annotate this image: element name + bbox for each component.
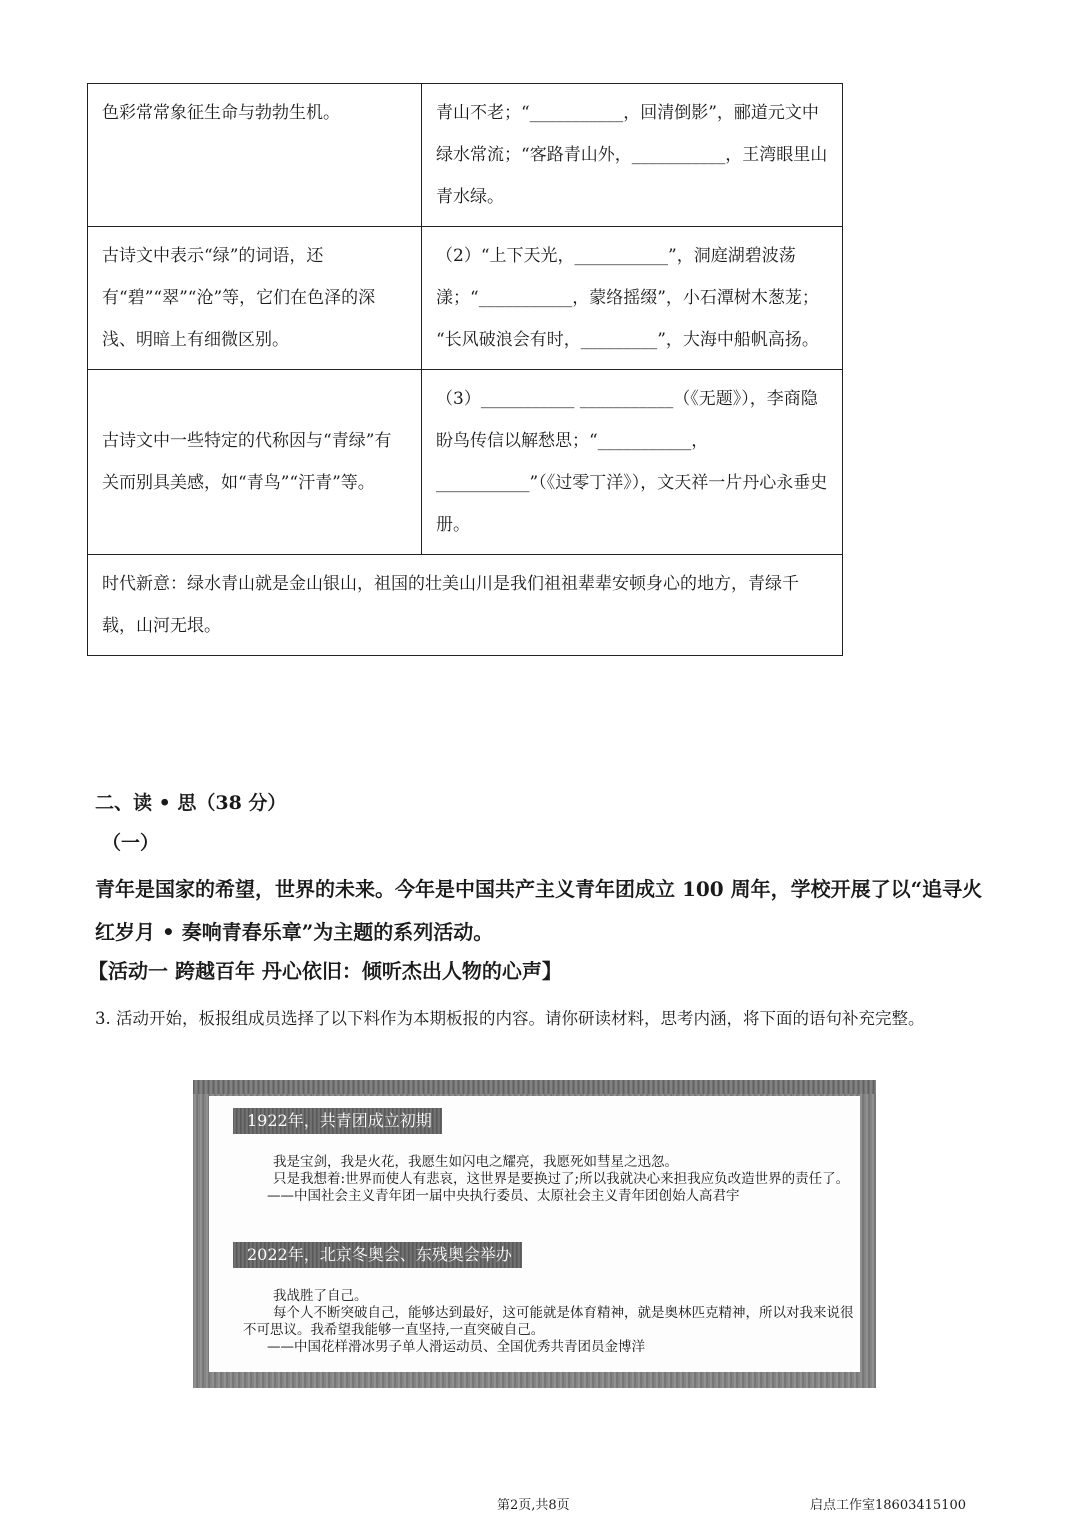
quote-line: 我是宝剑，我是火花，我愿生如闪电之耀亮，我愿死如彗星之迅忽。	[273, 1154, 678, 1170]
table-row	[88, 370, 843, 555]
quote-line: 每个人不断突破自己，能够达到最好，这可能就是体育精神，就是奥林匹克精神，所以对我来说很不可思议。我希望我能够一直坚持,一直突破自己。	[243, 1305, 854, 1338]
table-cell-line: （2）“上下天光，___________”，洞庭湖碧波荡漾；“___________，蒙络摇缀”，小石潭树木葱茏；	[436, 246, 819, 308]
table-cell-line: “长风破浪会有时，_________”，大海中船帆高扬。	[436, 330, 819, 350]
quote-line: 我战胜了自己。	[273, 1288, 368, 1304]
question-text: 3. 活动开始，板报组成员选择了以下料作为本期板报的内容。请你研读材料，思考内涵，将下面的语句补充完整。	[95, 1009, 925, 1028]
intro-paragraph: 青年是国家的希望，世界的未来。今年是中国共产主义青年团成立 100 周年，学校开展了以“追寻火红岁月 • 奏响青春乐章”为主题的系列活动。	[95, 877, 983, 944]
quote-signature: ——中国花样滑冰男子单人滑运动员、全国优秀共青团员金博洋	[267, 1339, 645, 1355]
table-row	[88, 84, 843, 227]
table-cell-right: 青山不老；“___________，回清倒影”，郦道元文中绿水常流；“客路青山外，___________，王湾眼里山青水绿。	[422, 84, 843, 227]
page-number: 第2页,共8页	[497, 1498, 570, 1513]
table-row	[88, 227, 843, 370]
activity-heading: 【活动一 跨越百年 丹心依旧：倾听杰出人物的心声】	[88, 959, 562, 983]
poetry-table	[87, 83, 843, 656]
table-cell-right	[422, 227, 843, 370]
table-cell-left: 古诗文中一些特定的代称因与“青绿”有关而别具美感，如“青鸟”“汗青”等。	[88, 370, 422, 555]
board-panel	[209, 1096, 860, 1372]
quote-line: 只是我想着:世界而使人有悲哀，这世界是要换过了;所以我就决心来担我应负改造世界的责任了。	[273, 1171, 850, 1187]
studio-contact: 启点工作室18603415100	[810, 1498, 966, 1513]
table-row	[88, 555, 843, 656]
table-cell-left: 色彩常常象征生命与勃勃生机。	[88, 84, 422, 227]
quote-signature: ——中国社会主义青年团一届中央执行委员、太原社会主义青年团创始人高君宇	[267, 1188, 740, 1204]
board-ledge	[193, 1080, 876, 1094]
board-tag: 1922年，共青团成立初期	[233, 1108, 442, 1134]
board-tag: 2022年，北京冬奥会、东残奥会举办	[233, 1242, 522, 1268]
section-title: 二、读 • 思（38 分）	[95, 792, 287, 814]
table-cell-right: （3）___________ ___________（《无题》），李商隐盼鸟传信以解愁思；“___________，___________”（《过零丁洋》），文天祥一片丹心永垂史册。	[422, 370, 843, 555]
board-quote	[243, 1154, 863, 1205]
section-subtitle: （一）	[102, 832, 160, 854]
table-footer-cell: 时代新意：绿水青山就是金山银山，祖国的壮美山川是我们祖祖辈辈安顿身心的地方，青绿千载，山河无垠。	[88, 555, 843, 656]
table-cell-left: 古诗文中表示“绿”的词语，还有“碧”“翠”“沧”等，它们在色泽的深浅、明暗上有细微区别。	[88, 227, 422, 370]
board-quote	[243, 1288, 863, 1356]
blackboard-image	[193, 1080, 876, 1388]
